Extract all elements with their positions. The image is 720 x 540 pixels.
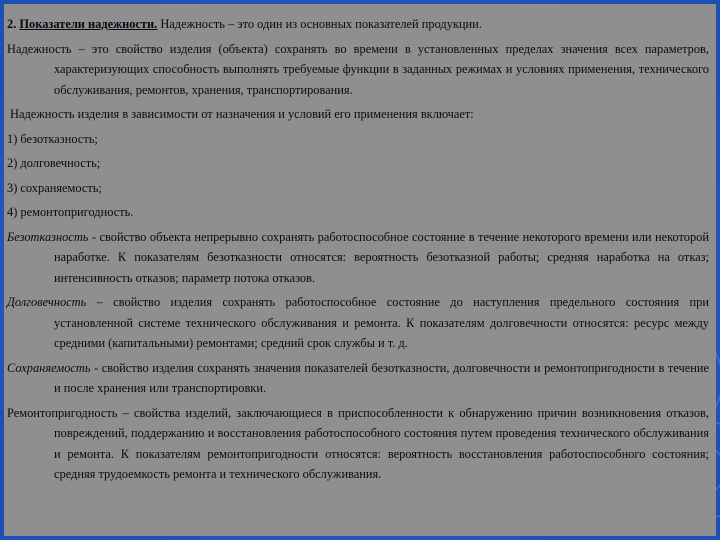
reliability-term: Безотказность [7,229,89,244]
document-body [7,14,709,489]
section-heading [7,14,709,35]
heading-title: Показатели надежности. [19,17,158,31]
durability-text: – свойство изделия сохранять работоспособное состояние до наступления предельного состояния при установленной системе технического обслуживания и ремонта. К показателям долговечности относятся: ресурс между средними (капитальными) ремонтами; средний срок службы и т. д. [54,295,709,350]
list-item-2: 2) долговечность; [7,156,101,170]
storability-text: - свойство изделия сохранять значения показателей безотказности, долговечности и ремонтопригодности в течение и после хранения или транспортировки. [54,360,709,395]
durability-term: Долговечность [7,295,87,309]
intro-paragraph: Надежность изделия в зависимости от назначения и условий его применения включает: [10,107,474,121]
reliability-text: - свойство объекта непрерывно сохранять работоспособное состояние в течение некоторого времени или некоторой наработке. К показателям безотказности относятся: вероятность безотказной работы; средняя наработка на отказ; интенсивность отказов; параметр потока отказов. [54,229,709,285]
durability-paragraph [7,292,709,354]
storability-paragraph [7,358,709,399]
reliability-paragraph [7,227,709,289]
heading-number: 2. [7,17,17,31]
list-item-4: 4) ремонтопригодность. [7,205,134,219]
definition-paragraph: Надежность – это свойство изделия (объекта) сохранять во времени в установленных пределах значения всех параметров, характеризующих способность выполнять требуемые функции в заданных режимах и условиях применения, технического обслуживания, ремонтов, хранения, транспортирования. [7,41,709,97]
maintainability-paragraph: Ремонтопригодность – свойства изделий, заключающиеся в приспособленности к обнаружению причин возникновения отказов, повреждений, поддержанию и восстановления работоспособного состояния путем проведения технического обслуживания и ремонта. К показателям ремонтопригодности относятся: вероятность восстановления работоспособного состояния; средняя трудоемкость ремонта и технического обслуживания. [7,405,709,481]
storability-term: Сохраняемость [7,360,91,375]
list-item-1: 1) безотказность; [7,131,98,146]
list-item-3: 3) сохраняемость; [7,180,102,195]
heading-rest: Надежность – это один из основных показателей продукции. [157,17,482,31]
